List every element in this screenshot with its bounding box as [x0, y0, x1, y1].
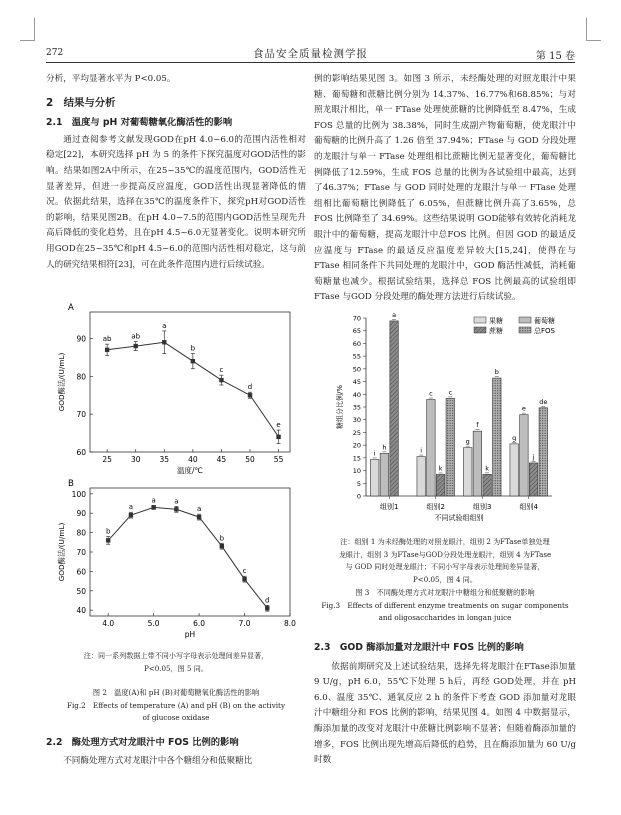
bar-蔗糖 [436, 474, 445, 496]
significance-letter: a [162, 321, 167, 330]
y-tick-label: 60 [352, 339, 361, 348]
figure-3-note-line3: 与 GOD 同时处理龙眼汁；不同小写字母表示处理间差异显著， [345, 562, 545, 571]
figure-2-caption-cn: 图 2 温度(A)和 pH (B)对葡萄糖氧化酶活性的影响 [92, 688, 260, 697]
y-tick-label: 10 [352, 467, 361, 476]
bar-总FOS [493, 378, 502, 496]
significance-letter: i [373, 449, 376, 458]
x-tick-label: 组别3 [473, 503, 492, 511]
y-tick-label: 30 [352, 416, 361, 425]
significance-letter: a [392, 312, 397, 319]
data-point [105, 348, 109, 352]
significance-letter: k [485, 464, 489, 473]
x-tick-label: 25 [102, 455, 112, 464]
significance-letter: e [521, 404, 526, 413]
significance-letter: b [219, 534, 225, 543]
y-tick-label: 25 [352, 428, 361, 437]
figure-3 [314, 312, 576, 534]
significance-letter: h [382, 443, 387, 452]
bar-蔗糖 [390, 321, 399, 496]
significance-letter: d [247, 383, 253, 392]
significance-letter: c [219, 366, 224, 375]
significance-letter: b [105, 527, 111, 536]
bar-果糖 [510, 444, 519, 496]
figure-3-note [314, 536, 576, 586]
x-tick-label: 30 [130, 455, 141, 464]
significance-letter: b [494, 368, 499, 377]
significance-letter: i [420, 446, 423, 455]
bar-葡萄糖 [473, 431, 482, 496]
figure-3-caption-cn: 图 3 不同酶处理方式对龙眼汁中糖组分和低聚糖的影响 [355, 588, 535, 597]
y-tick-label: 60 [76, 567, 86, 577]
figure-3-note-line2: 龙眼汁，组别 3 为FTase与GOD分段处理龙眼汁，组别 4 为FTase [338, 549, 552, 559]
y-tick-label: 40 [352, 390, 361, 399]
significance-letter: g [512, 433, 517, 442]
section-heading-2-3: 2.3 GOD 酶添加量对龙眼汁中 FOS 比例的影响 [314, 642, 524, 653]
figure-3-note-line4: P<0.05，图 4 同。 [413, 574, 477, 584]
data-point [220, 544, 224, 548]
continued-text: 分析，平均显著水平为 P<0.05。 [46, 74, 176, 84]
significance-letter: a [151, 496, 156, 505]
significance-letter: k [438, 464, 443, 473]
journal-title: 食品安全质量检测学报 [253, 48, 368, 60]
section-heading-2: 2 结果与分析 [46, 96, 116, 109]
legend-swatch [474, 317, 486, 323]
data-point [151, 505, 155, 509]
x-tick-label: 7.0 [238, 619, 251, 628]
legend-swatch [519, 317, 531, 323]
y-tick-label: 60 [76, 448, 86, 457]
legend-label: 蔗糖 [489, 327, 503, 335]
bar-蔗糖 [529, 463, 538, 496]
bar-总FOS [539, 408, 548, 496]
significance-letter: j [532, 452, 535, 461]
y-tick-label: 70 [76, 548, 86, 557]
figure-2-note [46, 650, 306, 675]
legend-swatch [519, 327, 531, 333]
running-header [46, 44, 575, 60]
left-column-bottom [46, 735, 306, 769]
plot-frame [90, 312, 290, 452]
figure-2-caption-en2: of glucose oxidase [142, 713, 210, 722]
x-tick-label: 组别2 [426, 503, 445, 511]
legend-label: 果糖 [489, 317, 503, 325]
y-tick-label: 50 [352, 365, 361, 374]
x-tick-label: 4.0 [102, 619, 115, 628]
x-axis-label: 温度/℃ [177, 466, 203, 475]
paragraph-2-3: 依据前期研究及上述试验结果，选择先将龙眼汁在FTase添加量 9 U/g，pH 6.0，55℃下处理 5 h后，再经 GOD处理，并在 pH 6.0、温度 35℃、通氧反应 2 h 的条件下考查 GOD 添加量对龙眼汁中糖组分和 FOS 比例的影响，结果见图 4。如图 4 中数据显示，酶添加量的改变对龙眼汁中蔗糖比例影响不显著；但随着酶添加量的增多，FOS 比例出现先增高后降低的趋势，且在酶添加量为 60 U/g 时数 [314, 661, 576, 766]
section-heading-2-1: 2.1 温度与 pH 对葡萄糖氧化酶活性的影响 [46, 117, 233, 129]
series-line [105, 507, 270, 608]
bar-果糖 [370, 459, 379, 496]
significance-letter: c [242, 567, 247, 576]
data-point [242, 577, 246, 581]
bar-蔗糖 [483, 474, 492, 496]
bar-葡萄糖 [520, 415, 529, 496]
data-point [191, 359, 195, 363]
significance-letter: g [465, 437, 470, 446]
page-number: 272 [46, 48, 64, 58]
figure-3-caption-en1: Fig.3 Effects of different enzyme treatments on sugar components [321, 600, 569, 610]
section-heading-2-2: 2.2 酶处理方式对龙眼汁中 FOS 比例的影响 [46, 737, 239, 748]
plot-frame [90, 488, 290, 616]
significance-letter: a [196, 505, 202, 514]
y-axis-label: 糖组分比例/% [336, 384, 344, 430]
y-tick-label: 65 [352, 327, 361, 336]
x-axis-label: 不同试验组组别 [434, 514, 484, 522]
x-tick-label: 组别1 [380, 503, 399, 511]
significance-letter: a [128, 503, 134, 512]
right-column-text [314, 72, 576, 306]
x-tick-label: 组别4 [519, 503, 538, 511]
y-tick-label: 45 [352, 378, 361, 387]
bar-总FOS [446, 398, 455, 496]
y-tick-label: 80 [76, 528, 86, 538]
x-tick-label: 5.0 [147, 619, 160, 628]
left-column-text [46, 72, 306, 273]
y-tick-label: 55 [352, 352, 361, 361]
y-tick-label: 90 [76, 509, 86, 519]
data-point [174, 507, 178, 511]
x-axis-label: pH [184, 630, 196, 639]
data-point [134, 344, 138, 348]
significance-letter: b [190, 344, 196, 353]
y-axis-label: GOD酶活/(U/mL) [57, 352, 66, 412]
significance-letter: a [174, 497, 179, 506]
figure-2 [46, 300, 306, 645]
data-point [162, 340, 166, 344]
significance-letter: ab [102, 335, 112, 344]
y-tick-label: 40 [76, 606, 86, 616]
y-tick-label: 0 [356, 492, 361, 501]
data-point [219, 378, 223, 382]
legend-label: 总FOS [534, 327, 555, 335]
y-tick-label: 5 [356, 479, 361, 488]
y-tick-label: 50 [76, 586, 86, 596]
right-column-bottom [314, 640, 576, 769]
significance-letter: de [539, 397, 548, 406]
significance-letter: ab [131, 332, 141, 341]
y-tick-label: 90 [76, 334, 86, 344]
paragraph-2-2: 不同酶处理方式对龙眼汁中各个糖组分和低聚糖比 [63, 755, 253, 766]
x-tick-label: 40 [188, 455, 198, 464]
significance-letter: c [448, 388, 453, 397]
figure-2-caption [46, 687, 306, 725]
panel-label: B [68, 479, 74, 489]
y-tick-label: 35 [352, 403, 361, 412]
figure-3-caption [314, 587, 576, 625]
data-point [197, 515, 201, 519]
y-axis-label: GOD酶活/(U/mL) [57, 522, 66, 582]
bar-果糖 [417, 457, 426, 496]
data-point [276, 435, 280, 439]
data-point [129, 513, 133, 517]
significance-letter: f [476, 421, 479, 430]
data-point [106, 538, 110, 542]
figure-3-caption-en2: and oligosaccharides in longan juice [378, 613, 512, 622]
figure-3-note-line1: 注：组别 1 为未经酶处理的对照龙眼汁，组别 2 为FTase单独处理 [340, 537, 550, 546]
bar-葡萄糖 [380, 453, 389, 496]
figure-2-note-line1: 注：同一系列数据上带不同小写字母表示处理间差异显著， [83, 651, 269, 660]
y-tick-label: 80 [76, 372, 86, 382]
panel-label: A [68, 303, 74, 313]
y-tick-label: 70 [76, 410, 86, 420]
bar-葡萄糖 [427, 400, 436, 496]
x-tick-label: 6.0 [193, 619, 206, 628]
x-tick-label: 35 [159, 455, 170, 464]
data-point [248, 393, 252, 397]
significance-letter: d [265, 596, 270, 605]
crop-mark [20, 18, 35, 41]
significance-letter: c [429, 389, 433, 398]
significance-letter: e [276, 421, 281, 430]
bar-果糖 [463, 448, 472, 496]
figure-2-caption-en1: Fig.2 Effects of temperature (A) and pH (B) on the activity [66, 700, 286, 710]
x-tick-label: 55 [273, 455, 284, 464]
crop-mark [586, 18, 601, 41]
x-tick-label: 50 [245, 455, 255, 464]
x-tick-label: 8.0 [284, 619, 296, 628]
volume-label: 第 15 卷 [535, 51, 575, 62]
legend-swatch [474, 327, 486, 333]
header-rule [46, 62, 575, 63]
x-tick-label: 45 [216, 455, 227, 464]
figure-2-note-line2: P<0.05，图 5 同。 [144, 663, 208, 673]
y-tick-label: 70 [352, 314, 361, 323]
y-tick-label: 100 [71, 489, 86, 499]
paragraph-2-2-cont: 例的影响结果见图 3。如图 3 所示，未经酶处理的对照龙眼汁中果糖、葡萄糖和蔗糖比例分别为 14.37%、16.77%和68.85%；与对照龙眼汁相比，单一 FTase 处理使蔗糖的比例降低至 8.47%，生成 FOS 总量的比例为 38.38%，同时生成副产物葡萄糖，使龙眼汁中葡萄糖的比例升高了 1.26 倍至 37.94%；FTase 与 GOD 分段处理的龙眼汁与单一 FTase 处理组相比蔗糖比例无显著变化，葡萄糖比例降低了12.59%，生成 FOS 总量的比例为各试验组中最高，达到了46.37%；FTase 与 GOD 同时处理的龙眼汁与单一 FTase 处理组相比葡萄糖比例降低了 6.05%，但蔗糖比例升高了3.65%，总 FOS 比例降至了 34.69%。这些结果说明 GOD能够有效转化消耗龙眼汁中的葡萄糖，提高龙眼汁中总FOS 比例。但因 GOD 的最适反应温度与 FTase 的最适反应温度差异较大[15,24]，使得在与 FTase 相同条件下共同处理的龙眼汁中，GOD 酶活性减低，消耗葡萄糖量也减少。根据试验结果，选择总 FOS 比例最高的试验组即 FTase 与GOD 分段处理的酶处理方法进行后续试验。 [314, 74, 576, 303]
y-tick-label: 20 [352, 441, 361, 450]
y-tick-label: 15 [352, 454, 361, 463]
data-point [265, 606, 269, 610]
legend-label: 葡萄糖 [534, 317, 555, 325]
paragraph-2-1: 通过查阅参考文献发现GOD在pH 4.0~6.0的范围内活性相对稳定[22]，本研究选择 pH 为 5 的条件下探究温度对GOD活性的影响。结果如图2A中所示，在25~35℃的温度范围内，GOD活性无显著差异，但进一步提高反应温度，GOD活性出现显著降低的情况。依据此结果，选择在35℃的温度条件下，探究pH对GOD活性的影响，结果见图2B。在pH 4.0~7.5的范围内GOD活性呈现先升高后降低的变化趋势，且在pH 4.5~6.0无显著变化。说明本研究所用GOD在25~35℃和pH 4.5~6.0的范围内活性相对稳定，这与前人的研究结果相符[23]，可在此条件范围内进行后续试验。 [46, 134, 306, 270]
